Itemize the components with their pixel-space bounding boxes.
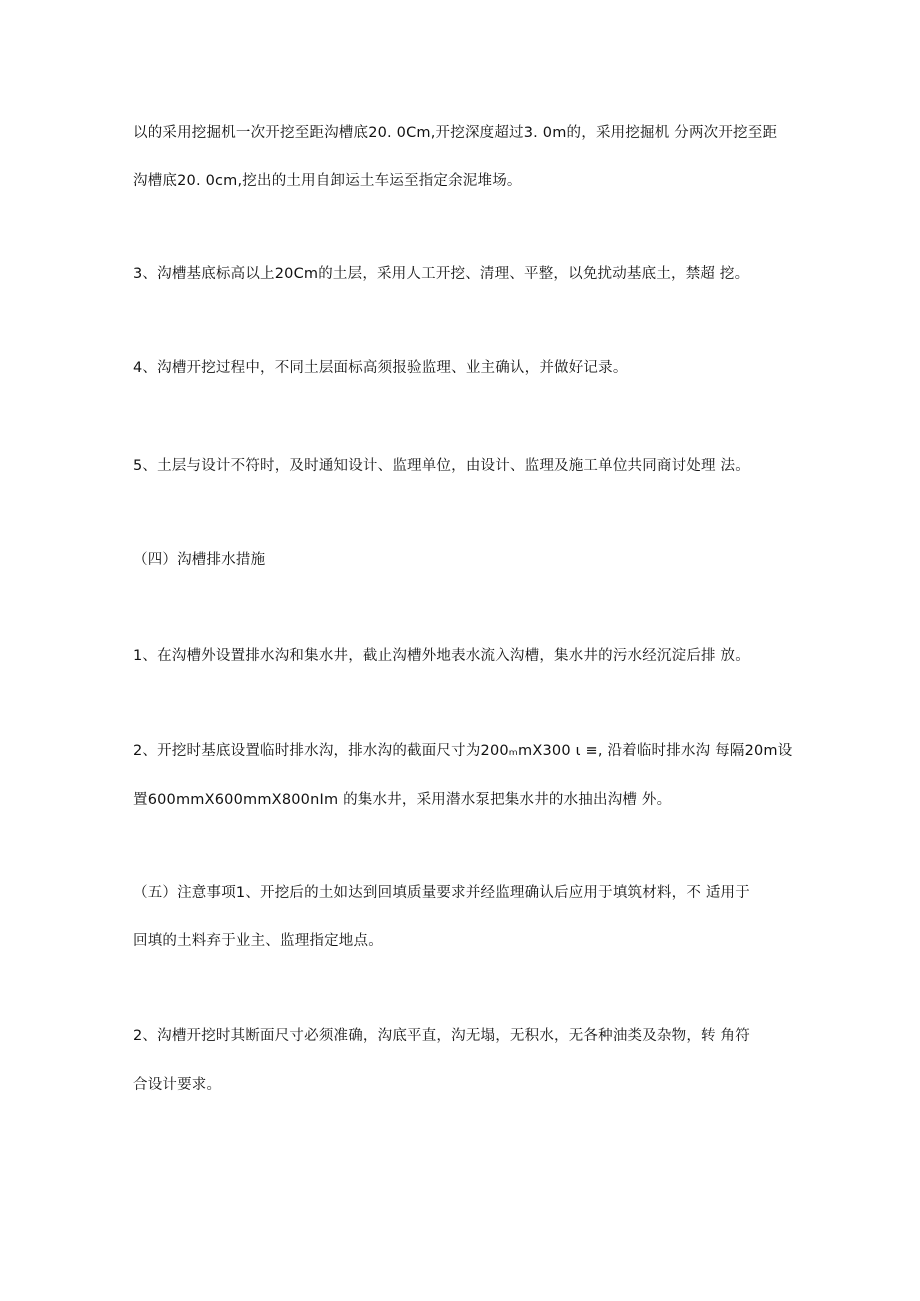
paragraph-line: 回填的土料弃于业主、监理指定地点。 [133,933,383,949]
section-heading: （四）沟槽排水措施 [133,552,266,568]
paragraph-line: 3、沟槽基底标高以上20Cm的土层，采用人工开挖、清理、平整，以免扰动基底土，禁超 挖。 [133,266,750,282]
paragraph-line: 置600mmX600mmX800nIm 的集水井，采用潜水泵把集水井的水抽出沟槽 外。 [133,792,672,808]
paragraph-line: 1、在沟槽外设置排水沟和集水井，截止沟槽外地表水流入沟槽，集水井的污水经沉淀后排 放。 [133,648,750,664]
paragraph-line: 2、开挖时基底设置临时排水沟，排水沟的截面尺寸为200ₘmX300 ι ≡, 沿着临时排水沟 每隔20m设 [133,743,793,759]
paragraph-line: 合设计要求。 [133,1077,222,1093]
paragraph-line: （五）注意事项1、开挖后的土如达到回填质量要求并经监理确认后应用于填筑材料，不 适用于 [133,885,750,901]
paragraph-line: 2、沟槽开挖时其断面尺寸必须准确，沟底平直，沟无塌，无积水，无各种油类及杂物，转 角符 [133,1028,750,1044]
paragraph-line: 5、土层与设计不符时，及时通知设计、监理单位，由设计、监理及施工单位共同商讨处理 法。 [133,458,750,474]
paragraph-line: 4、沟槽开挖过程中，不同土层面标高须报验监理、业主确认，并做好记录。 [133,360,628,376]
paragraph-line: 沟槽底20. 0cm,挖出的土用自卸运土车运至指定余泥堆场。 [133,173,522,189]
paragraph-line: 以的采用挖掘机一次开挖至距沟槽底20. 0Cm,开挖深度超过3. 0m的，采用挖掘机 分两次开挖至距 [133,125,778,141]
